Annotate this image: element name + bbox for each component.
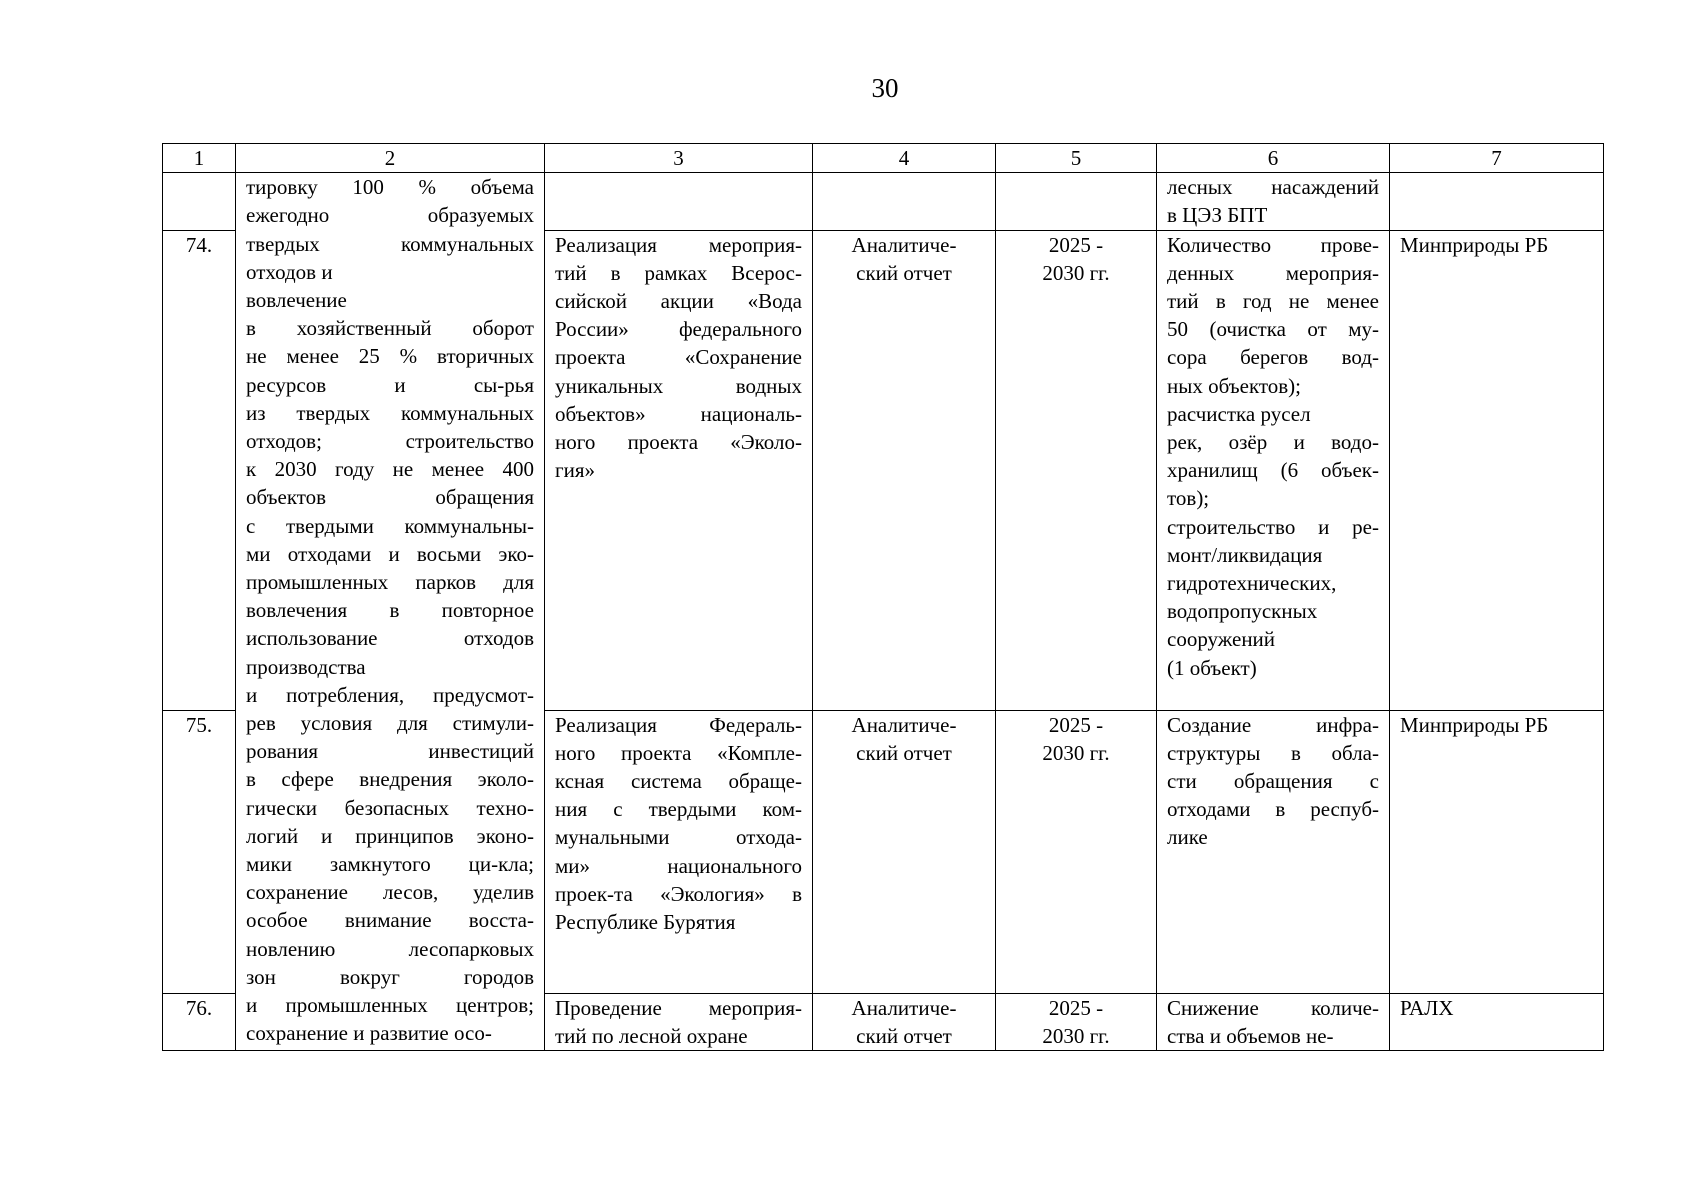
- action-line: уникальных водных: [555, 373, 802, 398]
- period-line: 2025 -: [1048, 232, 1104, 257]
- goal-text-line: логий и принципов эконо-: [246, 823, 534, 848]
- report-cell: [813, 710, 996, 993]
- goal-text-line: использование отходов: [246, 626, 534, 651]
- column-header: 5: [996, 144, 1157, 173]
- period-cell: [996, 230, 1157, 710]
- action-line: ксная система обраще-: [555, 769, 802, 794]
- indicator-line: (1 объект): [1167, 655, 1257, 680]
- period-line: 2030 гг.: [1042, 740, 1110, 765]
- goal-text-line: рев условия для стимули-: [246, 711, 534, 736]
- action-line: ния с твердыми ком-: [555, 797, 802, 822]
- goal-text-line: рования инвестиций: [246, 739, 534, 764]
- period-line: 2025 -: [1048, 995, 1104, 1020]
- period-cell: [996, 710, 1157, 993]
- indicator-line: хранилищ (6 объек-: [1167, 458, 1379, 483]
- goal-text-line: вовлечение: [246, 288, 347, 313]
- indicator-line: водопропускных: [1167, 599, 1318, 624]
- action-cell: [545, 230, 813, 710]
- indicator-line: гидротехнических,: [1167, 571, 1337, 596]
- action-line: объектов» националь-: [555, 401, 802, 426]
- report-cell: [813, 230, 996, 710]
- goal-text-line: в хозяйственный оборот: [246, 316, 534, 341]
- goal-text-line: гически безопасных техно-: [246, 795, 534, 820]
- goal-text-line: не менее 25 % вторичных: [246, 344, 534, 369]
- indicator-line: лике: [1167, 825, 1208, 850]
- action-line: Реализация мероприя-: [555, 232, 802, 257]
- report-cell: [813, 993, 996, 1050]
- action-line: ного проекта «Компле-: [555, 740, 802, 765]
- table-header-row: [163, 144, 1604, 173]
- executor-cell: РАЛХ: [1390, 993, 1604, 1050]
- goal-text-line: ми отходами и восьми эко-: [246, 541, 534, 566]
- action-cell: [545, 993, 813, 1050]
- goal-text-line: твердых коммунальных: [246, 231, 534, 256]
- period-cell: [996, 173, 1157, 230]
- indicator-line: в ЦЭЗ БПТ: [1167, 203, 1268, 228]
- action-line: мунальными отхода-: [555, 825, 802, 850]
- row-number-cell: 75.: [163, 710, 236, 993]
- column-header: 7: [1390, 144, 1604, 173]
- period-line: 2030 гг.: [1042, 260, 1110, 285]
- indicator-line: ных объектов);: [1167, 373, 1302, 398]
- goal-text-line: сохранение и развитие осо-: [246, 1021, 492, 1046]
- indicator-line: Создание инфра-: [1167, 712, 1379, 737]
- goal-text-line: отходов и: [246, 259, 333, 284]
- indicator-line: сти обращения с: [1167, 769, 1379, 794]
- executor-cell: Минприроды РБ: [1390, 710, 1604, 993]
- goal-text-line: тировку 100 % объема: [246, 175, 534, 200]
- goal-text-line: и промышленных центров;: [246, 993, 534, 1018]
- executor-cell: Минприроды РБ: [1390, 230, 1604, 710]
- indicator-line: рек, озёр и водо-: [1167, 430, 1379, 455]
- indicator-cell: [1157, 173, 1390, 230]
- plan-table: [162, 143, 1604, 1051]
- report-line: ский отчет: [856, 740, 952, 765]
- indicator-line: 50 (очистка от му-: [1167, 317, 1379, 342]
- indicator-line: Снижение количе-: [1167, 995, 1379, 1020]
- goal-text-line: особое внимание восста-: [246, 908, 534, 933]
- report-line: ский отчет: [856, 1023, 952, 1048]
- goal-text-line: в сфере внедрения эколо-: [246, 767, 534, 792]
- indicator-line: лесных насаждений: [1167, 175, 1379, 200]
- goal-text-line: производства: [246, 654, 366, 679]
- action-line: Проведение мероприя-: [555, 995, 802, 1020]
- indicator-line: тий в год не менее: [1167, 289, 1379, 314]
- row-number-cell: 74.: [163, 230, 236, 710]
- goal-text-line: с твердыми коммунальны-: [246, 513, 534, 538]
- goal-text-line: новлению лесопарковых: [246, 936, 534, 961]
- goal-text-line: ежегодно образуемых: [246, 203, 534, 228]
- action-cell: [545, 710, 813, 993]
- indicator-line: монт/ликвидация: [1167, 542, 1323, 567]
- period-line: 2030 гг.: [1042, 1023, 1110, 1048]
- action-line: сийской акции «Вода: [555, 289, 802, 314]
- indicator-line: структуры в обла-: [1167, 740, 1379, 765]
- goal-text-line: из твердых коммунальных: [246, 400, 534, 425]
- goal-text-line: промышленных парков для: [246, 570, 534, 595]
- indicator-line: сооружений: [1167, 627, 1276, 652]
- indicator-cell: [1157, 230, 1390, 710]
- indicator-line: денных мероприя-: [1167, 260, 1379, 285]
- goal-text-line: объектов обращения: [246, 485, 534, 510]
- action-line: тий по лесной охране: [555, 1023, 748, 1048]
- indicator-cell: [1157, 710, 1390, 993]
- indicator-line: тов);: [1167, 486, 1210, 511]
- table-row: [163, 173, 1604, 230]
- period-line: 2025 -: [1048, 712, 1104, 737]
- action-cell: [545, 173, 813, 230]
- column-header: 1: [163, 144, 236, 173]
- report-cell: [813, 173, 996, 230]
- action-line: ми» национального: [555, 853, 802, 878]
- column-header: 2: [236, 144, 545, 173]
- indicator-line: сора берегов вод-: [1167, 345, 1379, 370]
- goal-text-line: сохранение лесов, уделив: [246, 880, 534, 905]
- row-number-cell: 76.: [163, 993, 236, 1050]
- goal-text-line: отходов; строительство: [246, 429, 534, 454]
- indicator-line: отходами в респуб-: [1167, 797, 1379, 822]
- action-line: ного проекта «Эколо-: [555, 430, 802, 455]
- indicator-line: ства и объемов не-: [1167, 1023, 1334, 1048]
- goal-text-line: к 2030 году не менее 400: [246, 457, 534, 482]
- row-number-cell: [163, 173, 236, 230]
- action-line: России» федерального: [555, 317, 802, 342]
- action-line: гия»: [555, 458, 596, 483]
- executor-cell: [1390, 173, 1604, 230]
- column-header: 6: [1157, 144, 1390, 173]
- indicator-line: расчистка русел: [1167, 401, 1311, 426]
- column-header: 4: [813, 144, 996, 173]
- indicator-cell: [1157, 993, 1390, 1050]
- goal-text-line: зон вокруг городов: [246, 964, 534, 989]
- action-line: проекта «Сохранение: [555, 345, 802, 370]
- action-line: проек-та «Экология» в: [555, 881, 802, 906]
- action-line: Реализация Федераль-: [555, 712, 802, 737]
- column-header: 3: [545, 144, 813, 173]
- page-number: 30: [871, 73, 899, 103]
- goal-text-line: вовлечения в повторное: [246, 598, 534, 623]
- indicator-line: строительство и ре-: [1167, 514, 1379, 539]
- period-cell: [996, 993, 1157, 1050]
- action-line: тий в рамках Всерос-: [555, 260, 802, 285]
- report-line: Аналитиче-: [851, 232, 957, 257]
- action-line: Республике Бурятия: [555, 910, 736, 935]
- goal-text-line: ресурсов и сы-рья: [246, 372, 534, 397]
- report-line: ский отчет: [856, 260, 952, 285]
- report-line: Аналитиче-: [851, 712, 957, 737]
- report-line: Аналитиче-: [851, 995, 957, 1020]
- goal-text-line: мики замкнутого ци-кла;: [246, 852, 534, 877]
- goal-text-line: и потребления, предусмот-: [246, 682, 534, 707]
- goal-cell: [236, 173, 545, 1051]
- indicator-line: Количество прове-: [1167, 232, 1379, 257]
